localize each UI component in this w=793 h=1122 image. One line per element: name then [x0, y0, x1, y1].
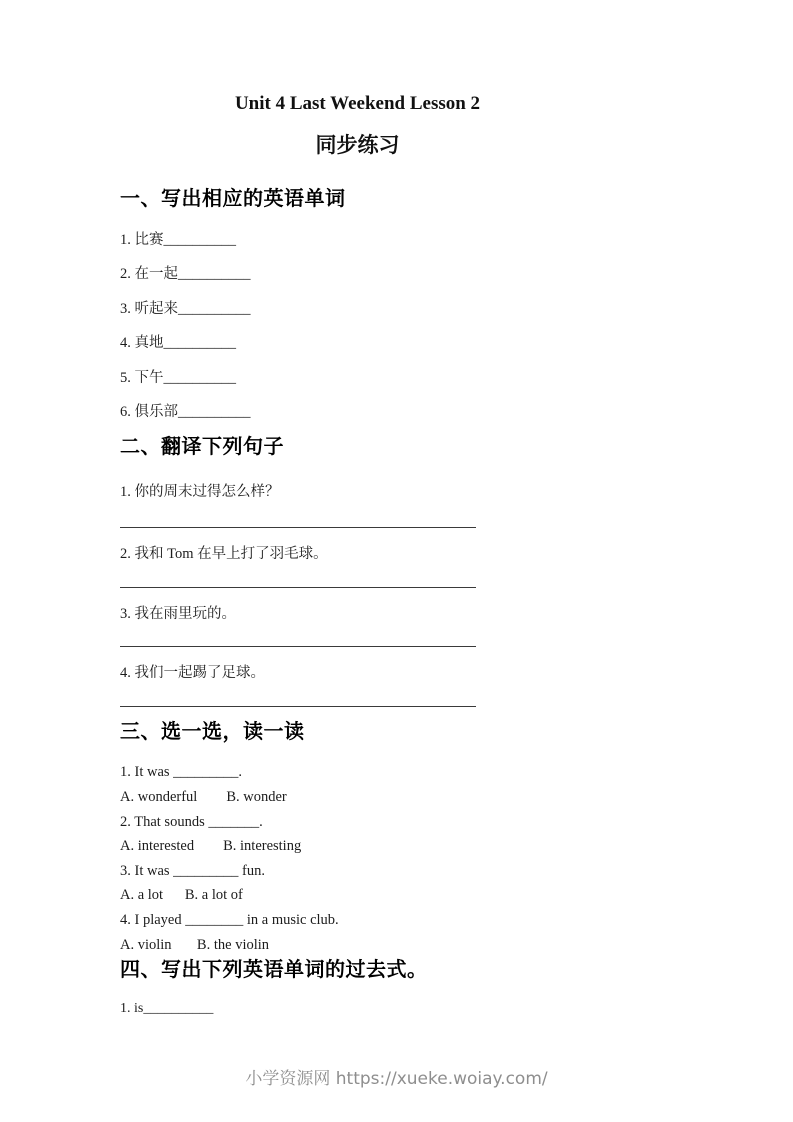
vocab-item-3: 3. 听起来__________	[120, 300, 251, 317]
choice-options-2: A. interested B. interesting	[120, 838, 302, 855]
section-4-heading: 四、写出下列英语单词的过去式。	[120, 957, 428, 982]
choice-question-1: 1. It was _________.	[120, 764, 243, 781]
answer-line	[120, 587, 476, 588]
translate-question-2: 2. 我和 Tom 在早上打了羽毛球。	[120, 546, 328, 563]
doc-subtitle: 同步练习	[315, 132, 400, 157]
doc-title: Unit 4 Last Weekend Lesson 2	[234, 93, 481, 114]
answer-line	[120, 646, 476, 647]
vocab-item-6: 6. 俱乐部__________	[120, 404, 251, 421]
footer-credit: 小学资源网 https://xueke.woiay.com/	[245, 1069, 548, 1089]
choice-options-3: A. a lot B. a lot of	[120, 887, 243, 904]
vocab-item-1: 1. 比赛__________	[120, 231, 236, 248]
choice-question-4: 4. I played ________ in a music club.	[120, 912, 339, 929]
translate-question-3: 3. 我在雨里玩的。	[120, 606, 236, 623]
section-1-heading: 一、写出相应的英语单词	[120, 185, 346, 210]
section-2-heading: 二、翻译下列句子	[120, 434, 284, 459]
vocab-item-5: 5. 下午__________	[120, 369, 236, 386]
vocab-item-2: 2. 在一起__________	[120, 266, 251, 283]
choice-question-3: 3. It was _________ fun.	[120, 862, 265, 879]
section-3-heading: 三、选一选，读一读	[120, 719, 305, 744]
choice-options-4: A. violin B. the violin	[120, 936, 270, 953]
choice-options-1: A. wonderful B. wonder	[120, 789, 287, 806]
vocab-item-4: 4. 真地__________	[120, 335, 236, 352]
translate-question-4: 4. 我们一起踢了足球。	[120, 665, 265, 682]
translate-question-1: 1. 你的周末过得怎么样？	[120, 484, 280, 501]
past-tense-item-1: 1. is__________	[120, 1001, 214, 1017]
answer-line	[120, 527, 476, 528]
choice-question-2: 2. That sounds _______.	[120, 813, 263, 830]
answer-line	[120, 706, 476, 707]
choice-block	[120, 760, 595, 957]
